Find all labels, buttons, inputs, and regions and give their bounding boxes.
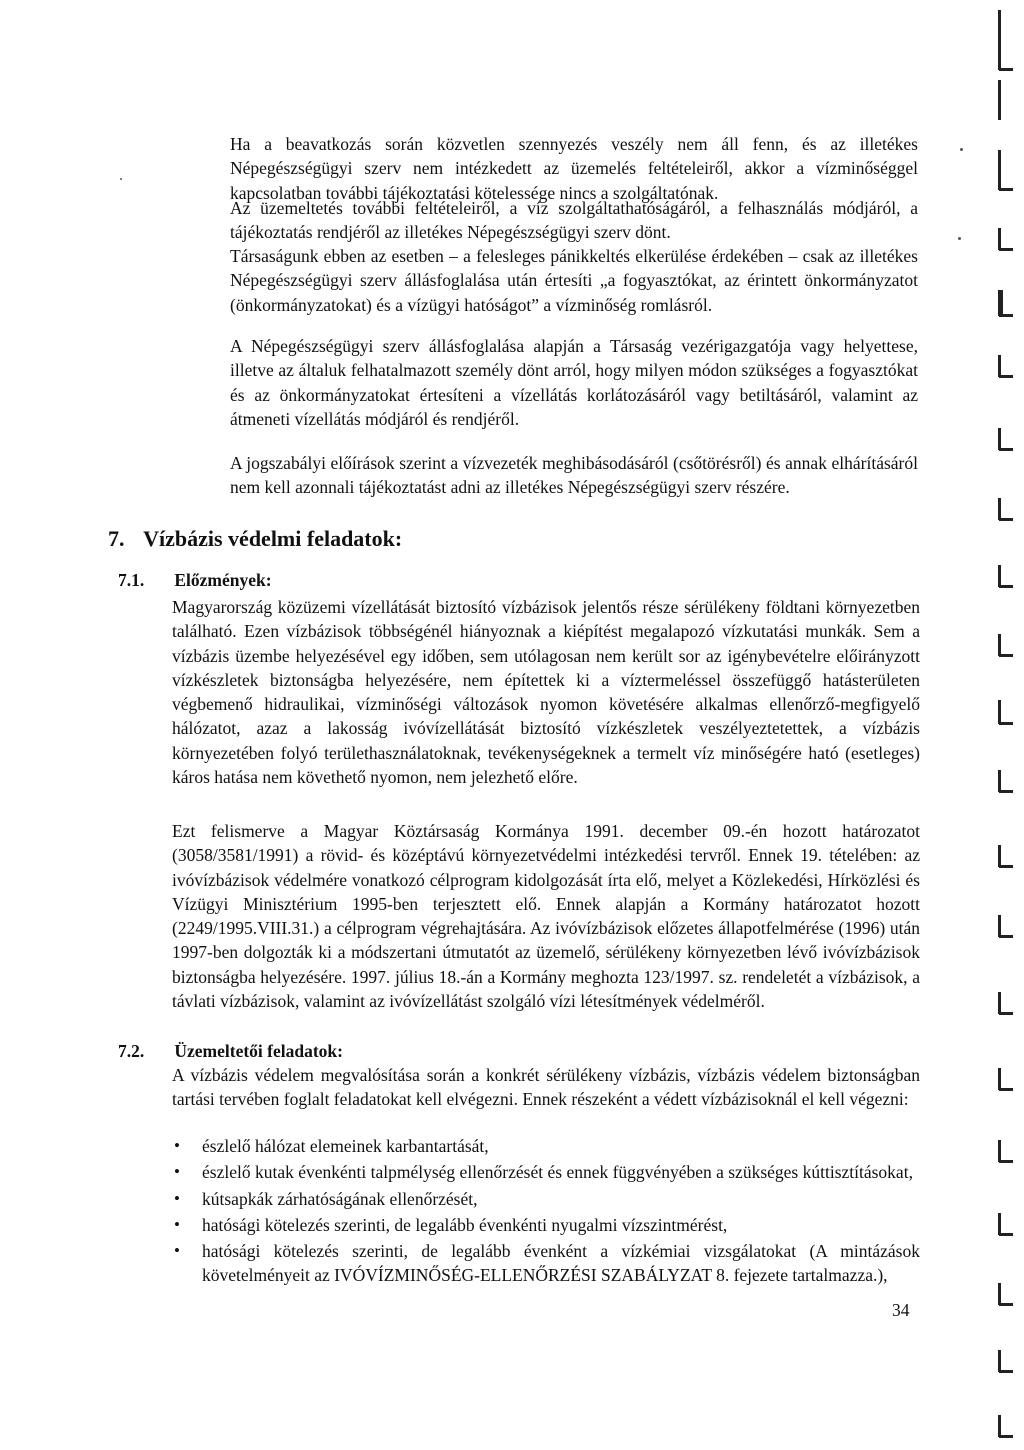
scan-mark <box>999 1088 1013 1091</box>
list-item: • hatósági kötelezés szerinti, de legalább évenként a vízkémiai vizsgálatokat (A mintázások követelményeit az IVÓVÍZMINŐSÉG-ELLENŐRZÉSI SZABÁLYZAT 8. fejezete tartalmazza.), <box>174 1241 920 1286</box>
scan-mark <box>998 1283 1001 1305</box>
scan-mark <box>999 865 1013 868</box>
bullet-icon: • <box>174 1214 180 1234</box>
scan-speck <box>960 148 963 151</box>
scan-mark <box>998 1350 1001 1372</box>
paragraph-legal-requirements: A jogszabályi előírások szerint a vízvezeték meghibásodásáról (csőtörésről) és annak elhárításáról nem kell azonnali tájékoztatást adni az illetékes Népegészségügyi szerv részére. <box>230 453 918 498</box>
scan-mark <box>999 188 1013 191</box>
paragraph-government-decision: Ezt felismerve a Magyar Köztársaság Kormánya 1991. december 09.-én hozott határozatot (3058/3581/1991) a rövid- és középtávú környezetvédelmi intézkedési tervről. Ennek 19. tételében: az ivóvízbázisok védelmére vonatkozó célprogram kidolgozását írta elő, melyet a Közlekedési, Hírközlési és Vízügyi Minisztérium 1995-ben terjesztett elő. Ennek alapján a Kormány határozatot hozott (2249/1995.VIII.31.) a célprogram végrehajtására. Az ivóvízbázisok előzetes állapotfelmérése (1996) után 1997-ben dolgozták ki a módszertani útmutatót az üzemelő, sérülékeny környezetben lévő ivóvízbázisok biztonságba helyezésére. 1997. július 18.-án a Kormány meghozta 123/1997. sz. rendeletét a vízbázisok, a távlati vízbázisok, valamint az ivóvízellátást szolgáló vízi létesítmények védelméről. <box>172 821 920 1012</box>
section-title: Vízbázis védelmi feladatok: <box>143 526 403 551</box>
scan-mark <box>999 1303 1013 1306</box>
scan-mark <box>999 375 1013 378</box>
scan-mark <box>998 700 1001 724</box>
paragraph-operation-conditions: Az üzemeltetés további feltételeiről, a víz szolgáltathatóságáról, a felhasználás módjáról, a tájékoztatás rendjéről az illetékes Népegészségügyi szerv dönt. <box>230 198 918 243</box>
scan-mark <box>998 428 1001 450</box>
list-item: • észlelő kutak évenkénti talpmélység ellenőrzését és ennek függvényében a szükséges kúttisztításokat, <box>172 1160 920 1184</box>
bullet-icon: • <box>174 1162 180 1182</box>
scan-mark <box>999 314 1013 317</box>
list-item: • kútsapkák zárhatóságának ellenőrzését, <box>172 1187 920 1211</box>
scan-mark <box>998 770 1001 792</box>
scan-mark <box>998 10 1001 70</box>
scan-mark <box>998 80 1001 120</box>
page-number: 34 <box>892 1300 910 1320</box>
scan-mark <box>998 1213 1001 1235</box>
scan-mark <box>999 518 1013 521</box>
list-item: • észlelő hálózat elemeinek karbantartását, <box>172 1134 920 1158</box>
bullet-icon: • <box>174 1241 180 1261</box>
bullet-icon: • <box>174 1188 180 1208</box>
scan-mark <box>999 448 1013 451</box>
scan-mark <box>999 1012 1013 1015</box>
subsection-number-1: 7.1. <box>118 570 145 590</box>
subsection-number-2: 7.2. <box>118 1041 145 1061</box>
list-item: • hatósági kötelezés szerinti, de legalább évenkénti nyugalmi vízszintmérést, <box>172 1213 920 1237</box>
scan-mark <box>998 915 1001 937</box>
bullet-icon: • <box>174 1136 180 1155</box>
section-heading <box>108 525 402 553</box>
scan-mark <box>998 290 1003 316</box>
subsection-title-2: Üzemeltetői feladatok: <box>174 1041 343 1061</box>
scan-mark <box>998 228 1001 250</box>
scan-mark <box>999 585 1013 588</box>
scan-mark <box>999 935 1013 938</box>
scan-mark <box>999 1160 1013 1163</box>
subsection-title-1: Előzmények: <box>174 570 272 590</box>
scan-mark <box>998 1415 1001 1437</box>
task-list <box>172 1134 920 1290</box>
subsection-heading-2 <box>118 1039 343 1063</box>
scan-mark <box>998 634 1001 656</box>
paragraph-background: Magyarország közüzemi vízellátását biztosító vízbázisok jelentős része sérülékeny földtani környezetben található. Ezen vízbázisok többségénél hiányoznak a kiépítést megalapozó vízkutatási munkák. Sem a vízbázis üzembe helyezésével egy időben, sem utólagosan nem került sor az igénybevételre előirányzott vízkészletek biztonságba helyezésére, nem építettek ki a víztermeléssel összefüggő hatásterületen végbemenő hidraulikai, vízminőségi változások nyomon követésére alkalmas ellenőrző-megfigyelő hálózatot, azaz a lakosság ivóvízellátását biztosító vízkészletek veszélyeztetettek, a vízbázis környezetében folyó területhasználatoknak, tevékenységeknek a termelt víz minőségére ható (esetleges) káros hatása nem követhető nyomon, nem jelezhető előre. <box>172 597 920 788</box>
scan-mark <box>998 565 1001 587</box>
paragraph-intro: Ha a beavatkozás során közvetlen szennyezés veszély nem áll fenn, és az illetékes Népegészségügyi szerv nem intézkedett az üzemelés feltételeiről, akkor a vízminőséggel kapcsolatban további tájékoztatási kötelessége nincs a szolgáltatónak. <box>230 134 918 203</box>
scan-speck <box>120 178 122 180</box>
scan-mark <box>999 722 1013 725</box>
subsection-heading-1 <box>118 568 272 592</box>
scan-mark <box>998 1140 1001 1162</box>
scan-mark <box>999 1435 1013 1438</box>
scan-mark <box>999 790 1013 793</box>
scan-mark <box>998 845 1001 867</box>
scan-mark <box>998 150 1001 190</box>
scan-mark <box>999 654 1013 657</box>
scan-mark <box>999 1233 1013 1236</box>
scan-mark <box>998 992 1001 1014</box>
scan-margin-artifacts <box>986 0 1024 1450</box>
paragraph-company-notice: Társaságunk ebben az esetben – a felesleges pánikkeltés elkerülése érdekében – csak az illetékes Népegészségügyi szerv állásfoglalása után értesíti „a fogyasztókat, az érintett önkormányzatot (önkormányzatokat) és a vízügyi hatóságot” a vízminőség romlásról. <box>230 246 918 315</box>
section-number: 7. <box>108 526 125 551</box>
scan-mark <box>999 68 1013 71</box>
scan-speck <box>958 237 961 240</box>
scan-mark <box>998 498 1001 520</box>
paragraph-operator-tasks: A vízbázis védelem megvalósítása során a konkrét sérülékeny vízbázis, vízbázis védelem biztonságban tartási tervében foglalt feladatokat kell elvégezni. Ennek részeként a védett vízbázisoknál el kell végezni: <box>172 1065 920 1110</box>
scan-mark <box>999 248 1013 251</box>
scan-mark <box>998 1068 1001 1090</box>
scan-mark <box>998 355 1001 377</box>
paragraph-decision: A Népegészségügyi szerv állásfoglalása alapján a Társaság vezérigazgatója vagy helyettese, illetve az általuk felhatalmazott személy dönt arról, hogy milyen módon szükséges a fogyasztókat és az önkormányzatokat értesíteni a vízellátás korlátozásáról vagy betiltásáról, valamint az átmeneti vízellátás módjáról és rendjéről. <box>230 336 918 429</box>
scan-mark <box>999 1370 1013 1373</box>
